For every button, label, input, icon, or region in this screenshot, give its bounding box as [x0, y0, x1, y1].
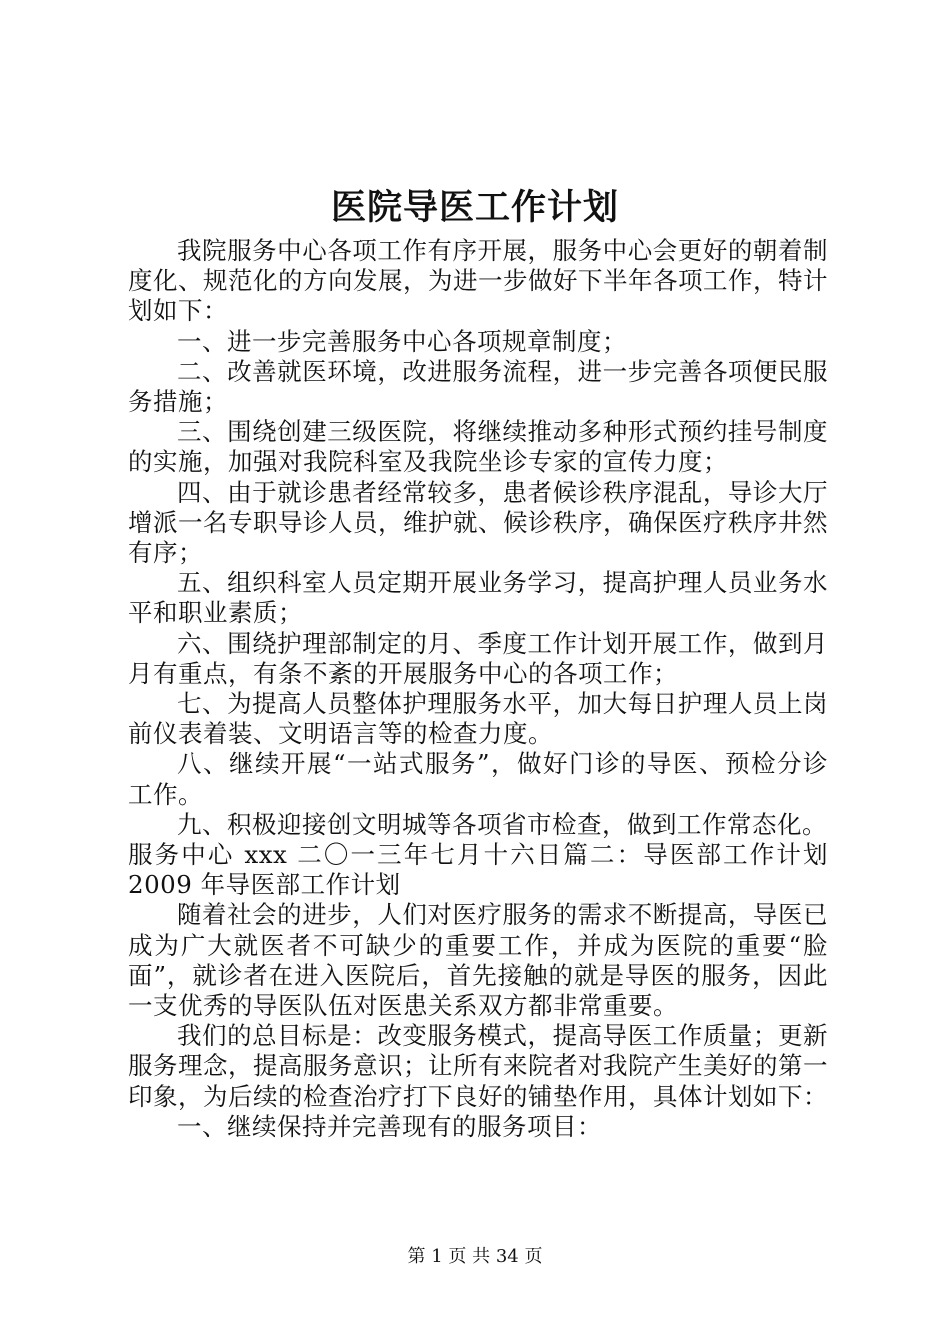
paragraph-item-9: 九、积极迎接创文明城等各项省市检查，做到工作常态化。: [177, 809, 827, 839]
paragraph-intro: 我院服务中心各项工作有序开展，服务中心会更好的朝着制度化、规范化的方向发展，为进一步做好下半年各项工作，特计划如下：: [128, 236, 828, 326]
paragraph-signature-and-heading: 服务中心 xxx 二〇一三年七月十六日篇二：导医部工作计划 2009 年导医部工作计划: [128, 840, 828, 900]
paragraph-plan-item-1: 一、继续保持并完善现有的服务项目：: [177, 1111, 602, 1141]
paragraph-item-8: 八、继续开展“一站式服务”，做好门诊的导医、预检分诊工作。: [128, 749, 828, 809]
page-footer: 第 1 页 共 34 页: [407, 1246, 543, 1267]
paragraph-item-2: 二、改善就医环境，改进服务流程，进一步完善各项便民服务措施；: [128, 356, 828, 417]
paragraph-goal: 我们的总目标是：改变服务模式，提高导医工作质量；更新服务理念，提高服务意识；让所有来院者对我院产生美好的第一印象，为后续的检查治疗打下良好的铺垫作用，具体计划如下：: [128, 1021, 828, 1111]
paragraph-item-1: 一、进一步完善服务中心各项规章制度；: [177, 326, 627, 356]
paragraph-item-5: 五、组织科室人员定期开展业务学习，提高护理人员业务水平和职业素质；: [128, 568, 828, 628]
document-body: [128, 236, 828, 1142]
paragraph-item-3: 三、围绕创建三级医院，将继续推动多种形式预约挂号制度的实施，加强对我院科室及我院坐诊专家的宣传力度；: [128, 417, 828, 477]
paragraph-item-6: 六、围绕护理部制定的月、季度工作计划开展工作，做到月月有重点，有条不紊的开展服务中心的各项工作；: [128, 628, 828, 688]
document-title: 医院导医工作计划: [330, 187, 619, 228]
paragraph-item-4: 四、由于就诊患者经常较多，患者候诊秩序混乱，导诊大厅增派一名专职导诊人员，维护就、候诊秩序，确保医疗秩序井然有序；: [128, 477, 828, 568]
paragraph-item-7: 七、为提高人员整体护理服务水平，加大每日护理人员上岗前仪表着装、文明语言等的检查力度。: [128, 689, 828, 749]
paragraph-context: 随着社会的进步，人们对医疗服务的需求不断提高，导医已成为广大就医者不可缺少的重要工作，并成为医院的重要“脸面”，就诊者在进入医院后，首先接触的就是导医的服务，因此一支优秀的导医队伍对医患关系双方都非常重要。: [128, 900, 828, 1021]
